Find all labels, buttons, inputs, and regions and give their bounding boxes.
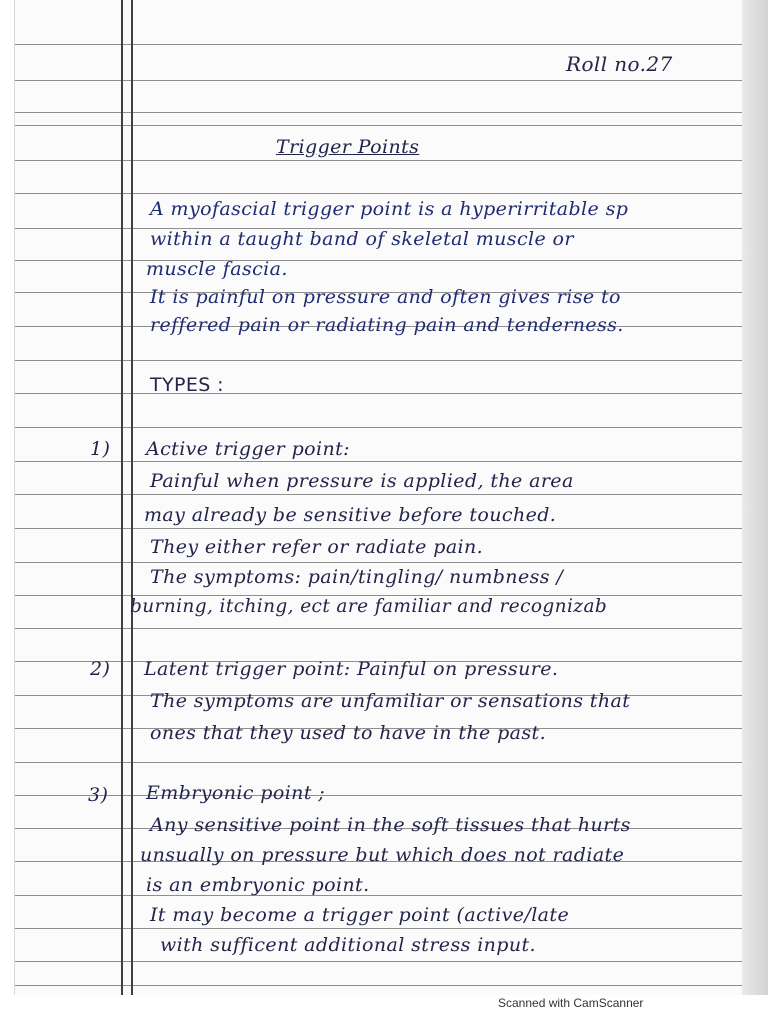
- type-line: The symptoms: pain/tingling/ numbness /: [150, 566, 564, 588]
- ruled-line: [15, 260, 743, 261]
- ruled-line: [15, 112, 743, 113]
- definition-line: muscle fascia.: [146, 258, 288, 280]
- type-line: Latent trigger point: Painful on pressure.: [144, 658, 559, 680]
- type-line: Painful when pressure is applied, the area: [150, 470, 574, 492]
- ruled-line: [15, 193, 743, 194]
- page-title: Trigger Points: [276, 136, 420, 158]
- definition-line: A myofascial trigger point is a hyperirritable sp: [150, 198, 629, 220]
- ruled-line: [15, 44, 743, 45]
- ruled-line: [15, 562, 743, 563]
- roll-number: Roll no.27: [566, 52, 673, 76]
- scanner-watermark: Scanned with CamScanner: [498, 996, 644, 1010]
- type-number: 3): [88, 784, 109, 806]
- type-number: 1): [90, 438, 111, 460]
- type-line: is an embryonic point.: [146, 874, 370, 896]
- ruled-line: [15, 461, 743, 462]
- ruled-line: [15, 628, 743, 629]
- type-line: The symptoms are unfamiliar or sensations that: [150, 690, 631, 712]
- ruled-line: [15, 795, 743, 796]
- type-number: 2): [90, 658, 111, 680]
- ruled-line: [15, 528, 743, 529]
- ruled-line: [15, 80, 743, 81]
- type-line: may already be sensitive before touched.: [144, 504, 557, 526]
- type-line: burning, itching, ect are familiar and recognizab: [130, 596, 608, 617]
- ruled-line: [15, 125, 743, 126]
- ruled-line: [15, 360, 743, 361]
- ruled-line: [15, 427, 743, 428]
- margin-line-left: [121, 0, 123, 995]
- margin-line-right: [131, 0, 133, 995]
- type-line: It may become a trigger point (active/late: [150, 904, 570, 926]
- type-line: with sufficent additional stress input.: [160, 934, 536, 956]
- type-line: They either refer or radiate pain.: [150, 536, 484, 558]
- ruled-line: [15, 160, 743, 161]
- types-heading: TYPES :: [150, 374, 224, 396]
- ruled-line: [15, 928, 743, 929]
- type-heading: Embryonic point ;: [146, 782, 326, 804]
- type-heading: Active trigger point:: [146, 438, 350, 460]
- ruled-line: [15, 393, 743, 394]
- definition-line: reffered pain or radiating pain and tenderness.: [150, 314, 624, 336]
- type-line: Any sensitive point in the soft tissues that hurts: [150, 814, 631, 836]
- definition-line: It is painful on pressure and often gives rise to: [150, 286, 621, 308]
- ruled-line: [15, 762, 743, 763]
- ruled-line: [15, 961, 743, 962]
- ruled-line: [15, 895, 743, 896]
- notebook-spine-shadow: [742, 0, 768, 995]
- type-line: unsually on pressure but which does not radiate: [140, 844, 625, 866]
- type-line: ones that they used to have in the past.: [150, 722, 547, 744]
- definition-line: within a taught band of skeletal muscle or: [150, 228, 574, 250]
- ruled-line: [15, 985, 743, 986]
- ruled-line: [15, 494, 743, 495]
